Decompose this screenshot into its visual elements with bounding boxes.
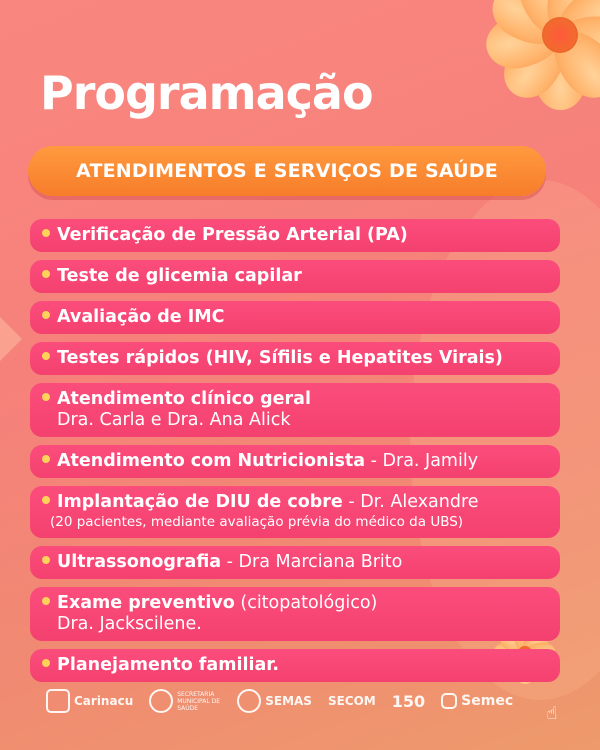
item-professional: - Dr. Alexandre <box>342 492 479 512</box>
item-professional: - Dra Marciana Brito <box>221 552 403 572</box>
carinacu-logo-text: Carinacu <box>74 694 134 708</box>
semec-logo <box>441 693 513 709</box>
seal-icon <box>46 689 70 713</box>
bullet-dot <box>42 270 50 278</box>
item-note: (20 pacientes, mediante avaliação prévia do médico da UBS) <box>50 514 464 530</box>
bullet-dot <box>42 455 50 463</box>
bullet-dot <box>42 659 50 667</box>
item-title: Verificação de Pressão Arterial (PA) <box>57 225 408 245</box>
list-item <box>30 342 560 375</box>
page-title: Programação <box>40 66 373 120</box>
bullet-dot <box>42 352 50 360</box>
list-item <box>30 260 560 293</box>
list-item <box>30 301 560 334</box>
anniversary-logo <box>392 692 425 711</box>
secom-logo <box>328 694 376 708</box>
list-item <box>30 445 560 478</box>
book-icon <box>441 693 457 709</box>
list-item <box>30 649 560 682</box>
list-item <box>30 383 560 437</box>
semec-logo-text: Semec <box>461 693 514 709</box>
bullet-dot <box>42 496 50 504</box>
section-header-label: ATENDIMENTOS E SERVIÇOS DE SAÚDE <box>76 160 498 182</box>
flower-icon <box>485 0 600 110</box>
semas-logo-text: SEMAS <box>265 694 312 708</box>
health-secretariat-logo <box>149 689 221 713</box>
bullet-dot <box>42 229 50 237</box>
hand-tap-icon: ☝ <box>546 703 558 724</box>
item-title: Avaliação de IMC <box>57 307 225 327</box>
item-professional: - Dra. Jamily <box>365 451 479 471</box>
list-item <box>30 546 560 579</box>
item-title: Implantação de DIU de cobre <box>57 492 343 512</box>
item-detail-inline: (citopatológico) <box>234 593 378 613</box>
item-title: Teste de glicemia capilar <box>57 266 302 286</box>
secom-logo-text: SECOM <box>327 694 376 708</box>
item-detail: Dra. Carla e Dra. Ana Alick <box>57 410 291 430</box>
footer-logos <box>46 684 513 718</box>
item-title: Atendimento clínico geral <box>57 389 311 409</box>
item-title: Testes rápidos (HIV, Sífilis e Hepatites Virais) <box>57 348 503 368</box>
list-item <box>30 219 560 252</box>
bullet-dot <box>42 393 50 401</box>
list-item <box>30 486 560 538</box>
section-header <box>28 146 546 196</box>
bullet-dot <box>42 597 50 605</box>
item-title: Ultrassonografia <box>57 552 222 572</box>
cross-icon <box>149 689 173 713</box>
carinacu-logo <box>46 689 133 713</box>
background-triangle <box>0 305 22 373</box>
list-item <box>30 587 560 641</box>
semas-logo <box>237 689 312 713</box>
services-list <box>30 219 560 690</box>
bullet-dot <box>42 556 50 564</box>
item-title: Exame preventivo <box>57 593 235 613</box>
people-icon <box>237 689 261 713</box>
item-title: Planejamento familiar. <box>57 655 280 675</box>
health-secretariat-text: SECRETARIA MUNICIPAL DE SAÚDE <box>177 690 221 712</box>
anniversary-logo-text: 150 <box>391 691 426 711</box>
item-title: Atendimento com Nutricionista <box>57 451 366 471</box>
item-professional: Dra. Jackscilene. <box>57 614 202 634</box>
bullet-dot <box>42 311 50 319</box>
